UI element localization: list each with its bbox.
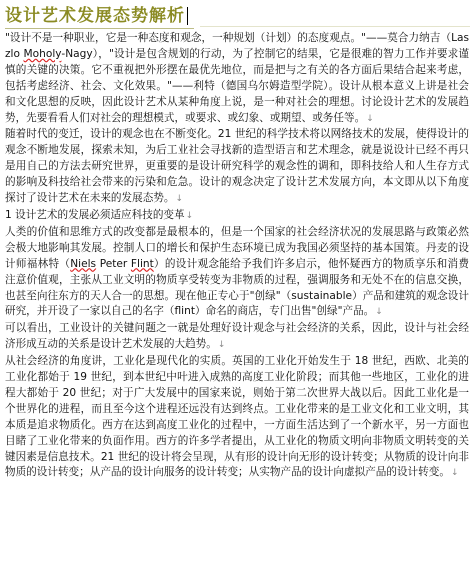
paragraph-mark-icon: ↓ (217, 340, 226, 351)
paragraph-mark-icon: ↓ (185, 210, 194, 221)
paragraph (5, 208, 469, 225)
paragraph-text: 人类的价值和思维方式的改变都是最根本的，但是一个国家的社会经济状况的发展思路与政策必然会极大地影响其发展。控制人口的增长和保护生态环境已成为我国必须坚持的基本国策。丹麦的设计师福林特（ (5, 225, 469, 270)
paragraph-mark-icon: ↓ (175, 194, 184, 205)
paragraph-text: 1 设计艺术的发展必须适应科技的变革 (5, 208, 185, 221)
paragraph-mark-icon: ↓ (375, 307, 383, 318)
document-body[interactable] (5, 31, 469, 482)
title-rule (200, 26, 470, 27)
paragraph (5, 321, 469, 354)
misspelled-word: Moholy (23, 47, 62, 60)
paragraph-text: 可以看出，工业设计的关键问题之一就是处理好设计观念与社会经济的关系，因此，设计与社会经济形成互动的关系是设计艺术发展的大趋势。 (5, 322, 469, 351)
misspelled-word: Niels (70, 257, 97, 270)
paragraph-text: 从社会经济的角度讲，工业化是现代化的实质。英国的工业化开始发生于 18 世纪，西欧、北美的工业化都始于 19 世纪，到本世纪中叶进入成熟的高度工业化阶段；而其他一些地区，工业化的进程大都始于 20 世纪；对于广大发展中的国家来说，则始于第二次世界大战以后。因此工业化是一个世界化的进程，而且至今这个进程还远没有达到终点。工业化带来的是工业文化和工业文明，其本质是追求物质化。西方在达到高度工业化的过程中，一方面生活达到了一个新水平，另一方面也目睹了工业化带来的负面作用。西方的许多学者提出，从工业化的物质文明向非物质文明转变的关键因素是信息技术。21 世纪的设计将会呈现，从有形的设计向无形的设计转变；从物质的设计向非物质的设计转变；从产品的设计向服务的设计转变；从实物产品的设计向虚拟产品的设计转变。 (5, 355, 469, 479)
paragraph-text: 随着时代的变迁，设计的观念也在不断变化。21 世纪的科学技术将以网络技术的发展，使得设计的观念不断地发展，探索未知，为后工业社会寻找新的造型语言和艺术理念，就是说设计已经不再只是用自己的方法去研究世界，更重要的是设计研究科学的观念性的调和，即科技给人和人生存方式的影响及科技给社会带来的污染和危急。设计的观念决定了设计艺术发展方向，本文即从以下角度探讨了设计艺术在未来的发展态势。 (5, 128, 469, 205)
paragraph (5, 31, 469, 127)
paragraph-mark-icon: ↓ (450, 468, 459, 479)
document-title (5, 4, 194, 29)
paragraph (5, 354, 469, 482)
misspelled-word: Flint (130, 257, 154, 270)
paragraph-text: "设计不是一种职业，它是一种态度和观念，一种规划（计划）的态度观点。"——莫合力纳吉（Laszlo (5, 32, 469, 60)
paragraph-text: Peter (96, 257, 131, 270)
paragraph (5, 225, 469, 321)
paragraph-text: ）的设计观念能给予我们许多启示，他怀疑西方的物质享乐和消费注意价值观，主张从工业文明的物质享受转变为非物质的过程，强调服务和无处不在的信息交换，也甚至向往东方的天人合一的思想。现在他正专心于"创绿"（sustainable）产品和建筑的观念设计研究，并开设了一家以自己的名字（flint）命名的商店，专门出售"创绿"产品。 (5, 257, 469, 318)
document-title-text: 设计艺术发展态势解析 (5, 6, 185, 26)
paragraph-mark-icon: ↓ (366, 113, 374, 124)
paragraph-text: -Nagy），"设计是包含规划的行动，为了控制它的结果，它是很难的智力工作并要求谨慎的关键的决策。它不重视把外形摆在最优先地位，而是把与之有关的各方面后果结合起来考虑，包括考虑经济、社会、文化效果。"——利特（德国乌尔姆造型学院）。设计从根本意义上讲是社会和文化思想的反映，因此设计艺术从某种角度上说，是一种对社会的理想。讨论设计艺术的发展趋势，先要看看人们对社会的理想模式，或要求、或幻象、或期望、或务任等。 (5, 47, 469, 124)
paragraph (5, 127, 469, 208)
text-cursor (187, 7, 188, 25)
